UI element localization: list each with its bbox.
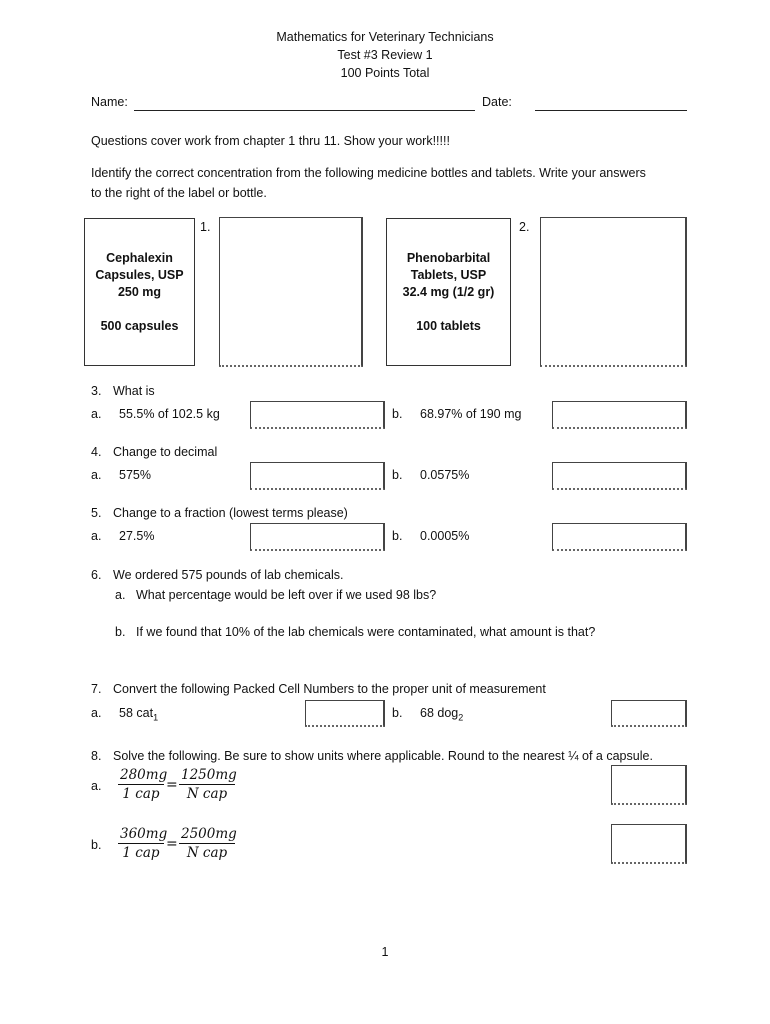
instructions-line-1: Identify the correct concentration from the following medicine bottles and tablets. Write your answers: [91, 166, 646, 180]
q3b-answer-box[interactable]: [552, 401, 687, 429]
q8-text: Solve the following. Be sure to show units where applicable. Round to the nearest ¼ of a capsule.: [113, 749, 653, 763]
q6-text: We ordered 575 pounds of lab chemicals.: [113, 568, 344, 582]
q3a-label: a.: [91, 407, 102, 421]
q5a-text: 27.5%: [119, 529, 155, 543]
q7a-text: [119, 706, 158, 723]
q8a-denominator-right: N cap: [186, 786, 228, 802]
q6b-text: If we found that 10% of the lab chemicals were contaminated, what amount is that?: [136, 625, 596, 639]
q8b-label: b.: [91, 838, 102, 852]
q8a-label: a.: [91, 779, 102, 793]
q6-number: 6.: [91, 568, 102, 582]
q3-text: What is: [113, 384, 155, 398]
points-total: 100 Points Total: [340, 66, 430, 80]
q8b-fraction-right: [179, 826, 235, 861]
q5-text: Change to a fraction (lowest terms please): [113, 506, 348, 520]
q4a-text: 575%: [119, 468, 151, 482]
q4a-label: a.: [91, 468, 102, 482]
name-label: Name:: [91, 95, 128, 109]
q4a-answer-box[interactable]: [250, 462, 385, 490]
q5a-answer-box[interactable]: [250, 523, 385, 551]
q5-number: 5.: [91, 506, 102, 520]
q7a-label: a.: [91, 706, 102, 720]
medicine-label-1: [84, 218, 195, 366]
q8a-answer-box[interactable]: [611, 765, 687, 805]
q7a-value: 58 cat: [119, 706, 154, 720]
date-field-line[interactable]: [535, 110, 687, 111]
date-label: Date:: [482, 95, 512, 109]
q5b-answer-box[interactable]: [552, 523, 687, 551]
label-2-strength: 32.4 mg (1/2 gr): [402, 285, 495, 299]
q4-text: Change to decimal: [113, 445, 218, 459]
instructions-line-2: to the right of the label or bottle.: [91, 186, 267, 200]
q5b-text: 0.0005%: [420, 529, 470, 543]
q8-number: 8.: [91, 749, 102, 763]
name-field-line[interactable]: [134, 110, 475, 111]
q8b-equals: =: [166, 836, 178, 852]
label-1-strength: 250 mg: [117, 285, 162, 299]
question-2-number: 2.: [519, 220, 530, 234]
medicine-label-2: [386, 218, 511, 366]
q7a-answer-box[interactable]: [305, 700, 385, 727]
q8b-numerator-right: 2500mg: [181, 826, 237, 842]
q3b-label: b.: [392, 407, 403, 421]
q8b-denominator-right: N cap: [186, 845, 228, 861]
q8b-fraction-left: [118, 826, 168, 861]
question-1-number: 1.: [200, 220, 211, 234]
q7b-text: [420, 706, 463, 723]
q7a-subscript: 1: [153, 712, 159, 723]
q7-text: Convert the following Packed Cell Numbers to the proper unit of measurement: [113, 682, 546, 696]
q5a-label: a.: [91, 529, 102, 543]
q8a-numerator-left: 280mg: [120, 767, 168, 783]
q3a-text: 55.5% of 102.5 kg: [119, 407, 220, 421]
q7b-label: b.: [392, 706, 403, 720]
answer-box-1[interactable]: [219, 217, 363, 367]
page-number: 1: [381, 945, 389, 959]
q6a-label: a.: [115, 588, 126, 602]
q8a-denominator-left: 1 cap: [122, 786, 160, 802]
q4b-answer-box[interactable]: [552, 462, 687, 490]
q6b-label: b.: [115, 625, 126, 639]
q4b-text: 0.0575%: [420, 468, 470, 482]
answer-box-2[interactable]: [540, 217, 687, 367]
q8a-fraction-right: [179, 767, 235, 802]
q6a-text: What percentage would be left over if we used 98 lbs?: [136, 588, 437, 602]
q3a-answer-box[interactable]: [250, 401, 385, 429]
q8b-numerator-left: 360mg: [120, 826, 168, 842]
intro-text: Questions cover work from chapter 1 thru 11. Show your work!!!!!: [91, 134, 450, 148]
doc-subtitle: Test #3 Review 1: [337, 48, 433, 62]
q7b-answer-box[interactable]: [611, 700, 687, 727]
q8b-answer-box[interactable]: [611, 824, 687, 864]
q3-number: 3.: [91, 384, 102, 398]
label-2-form: Tablets, USP: [410, 268, 487, 282]
q7-number: 7.: [91, 682, 102, 696]
q7b-value: 68 dog: [420, 706, 459, 720]
q8b-denominator-left: 1 cap: [122, 845, 160, 861]
label-2-quantity: 100 tablets: [416, 319, 481, 333]
q4-number: 4.: [91, 445, 102, 459]
q8a-equals: =: [166, 777, 178, 793]
q4b-label: b.: [392, 468, 403, 482]
q8a-fraction-left: [118, 767, 168, 802]
label-1-quantity: 500 capsules: [100, 319, 179, 333]
q3b-text: 68.97% of 190 mg: [420, 407, 522, 421]
q7b-subscript: 2: [458, 712, 464, 723]
label-1-drug: Cephalexin: [106, 251, 173, 265]
q8a-numerator-right: 1250mg: [181, 767, 237, 783]
label-2-drug: Phenobarbital: [406, 251, 491, 265]
q5b-label: b.: [392, 529, 403, 543]
label-1-form: Capsules, USP: [95, 268, 184, 282]
doc-title: Mathematics for Veterinary Technicians: [276, 30, 494, 44]
